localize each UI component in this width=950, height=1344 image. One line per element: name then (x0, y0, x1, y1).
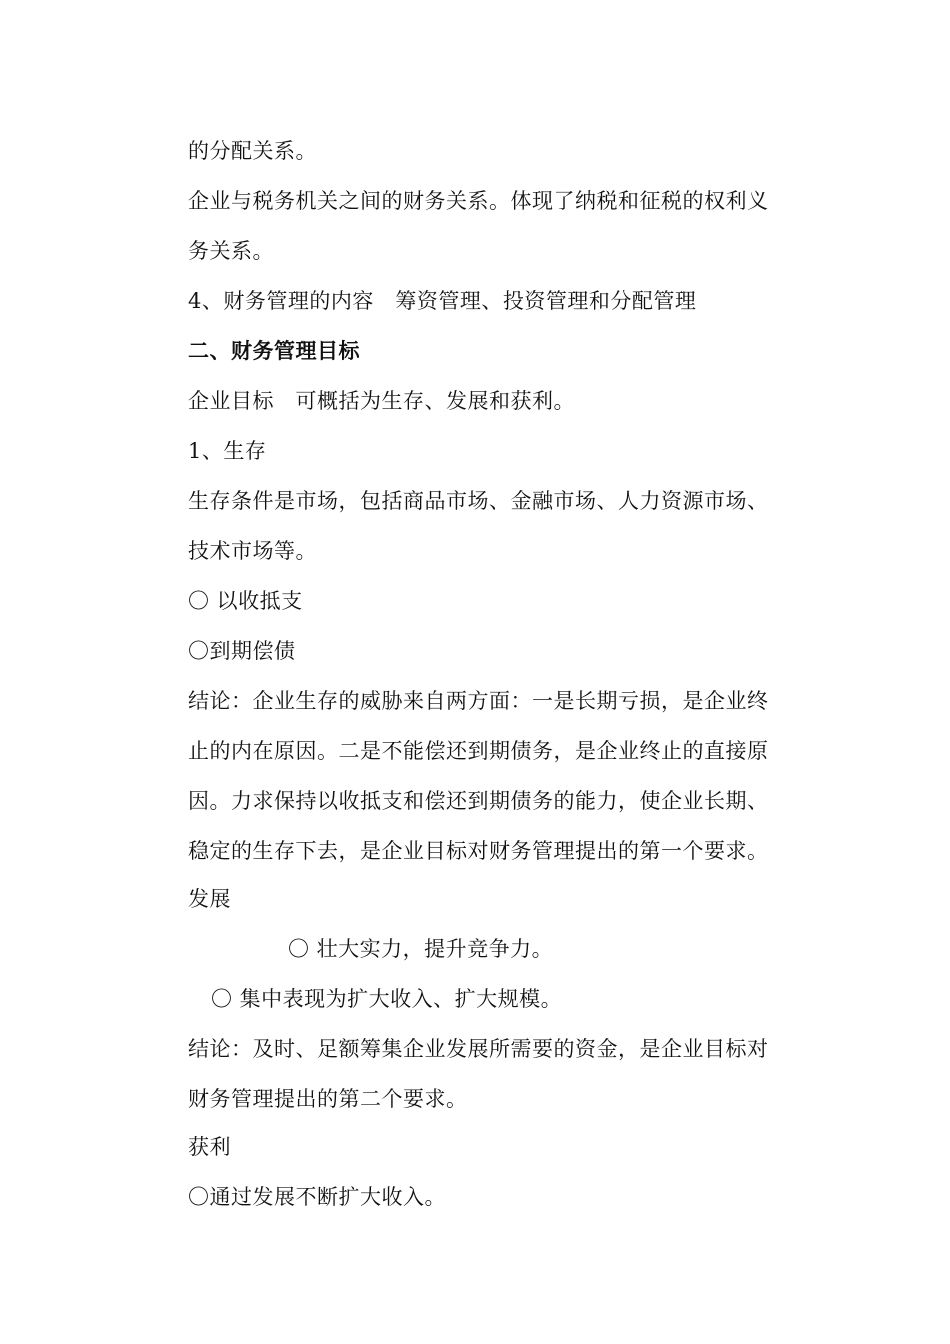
subheading: 发展 (188, 887, 231, 911)
section-heading: 二、财务管理目标 (188, 338, 360, 363)
text-line: 务关系。 (188, 239, 274, 263)
bullet-item: 〇通过发展不断扩大收入。 (188, 1185, 446, 1209)
text-line: 结论：及时、足额筹集企业发展所需要的资金，是企业目标对 (188, 1037, 769, 1061)
text-line: 企业目标 可概括为生存、发展和获利。 (188, 389, 575, 413)
text-line: 技术市场等。 (188, 539, 317, 563)
subheading: 1、生存 (188, 439, 267, 463)
bullet-item: 〇 集中表现为扩大收入、扩大规模。 (211, 987, 563, 1011)
text-line: 的分配关系。 (188, 139, 317, 163)
bullet-item: 〇到期偿债 (188, 639, 296, 663)
text-line: 财务管理提出的第二个要求。 (188, 1087, 468, 1111)
text-line: 止的内在原因。二是不能偿还到期债务，是企业终止的直接原 (188, 739, 769, 763)
subheading: 获利 (188, 1135, 231, 1159)
text-line: 结论：企业生存的威胁来自两方面：一是长期亏损，是企业终 (188, 689, 769, 713)
text-line: 企业与税务机关之间的财务关系。体现了纳税和征税的权利义 (188, 189, 769, 213)
text-line: 稳定的生存下去，是企业目标对财务管理提出的第一个要求。 (188, 839, 769, 863)
text-line: 生存条件是市场，包括商品市场、金融市场、人力资源市场、 (188, 489, 769, 513)
bullet-item: 〇 以收抵支 (188, 589, 303, 613)
text-line: 因。力求保持以收抵支和偿还到期债务的能力，使企业长期、 (188, 789, 769, 813)
text-line: 4、财务管理的内容 筹资管理、投资管理和分配管理 (188, 289, 697, 313)
bullet-item: 〇 壮大实力，提升竞争力。 (288, 937, 554, 961)
